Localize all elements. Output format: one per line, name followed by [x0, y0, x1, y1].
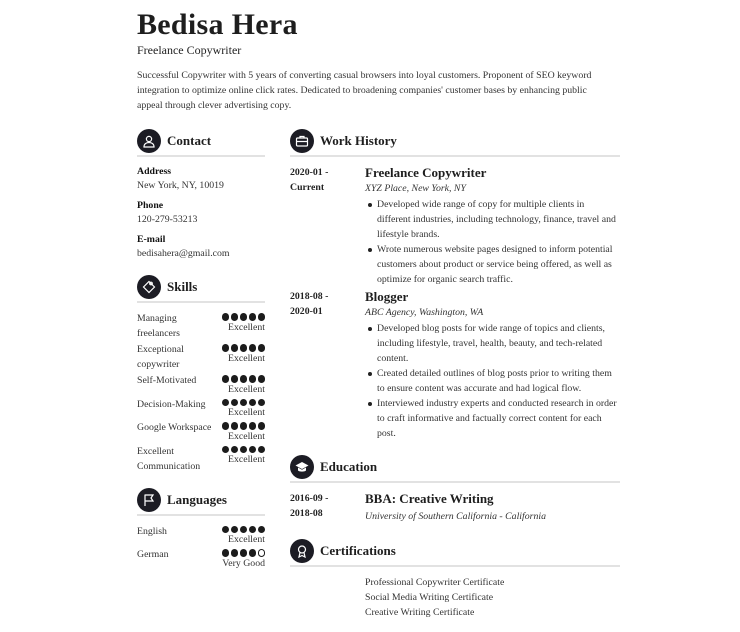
rating-dot	[222, 399, 230, 407]
rating-level: Excellent	[228, 430, 265, 442]
contact-section	[137, 127, 265, 261]
languages-heading: Languages	[137, 486, 265, 516]
rating-dot	[258, 549, 266, 557]
rating-item	[137, 420, 265, 443]
certifications-section	[290, 537, 620, 620]
rating-dot	[240, 549, 248, 557]
education-date: 2016-09 - 2018-08	[290, 493, 329, 519]
rating-dot	[240, 446, 248, 454]
rating-item	[137, 524, 265, 547]
degree: BBA: Creative Writing	[365, 491, 494, 506]
rating-dot	[249, 549, 257, 557]
candidate-name: Bedisa Hera	[137, 8, 298, 41]
rating-dot	[249, 446, 257, 454]
job-entry	[290, 289, 620, 441]
education-details	[365, 491, 620, 525]
education-heading: Education	[290, 453, 620, 483]
rating-level: Excellent	[228, 454, 265, 465]
rating-dot	[258, 313, 266, 321]
rating-dot	[222, 344, 230, 352]
job-company: XYZ Place, New York, NY	[365, 183, 466, 194]
email-label: E-mail	[137, 234, 166, 245]
rating-dot	[258, 375, 266, 383]
rating-dot	[231, 375, 239, 383]
rating-level: Excellent	[228, 407, 265, 418]
job-details	[365, 165, 620, 287]
rating-name: Managing freelancers	[137, 313, 180, 339]
rating-name: Self-Motivated	[137, 375, 197, 386]
phone-value: 120-279-53213	[137, 214, 198, 225]
rating	[218, 444, 266, 474]
left-column	[137, 127, 265, 632]
phone-label: Phone	[137, 200, 164, 211]
certification-item: Social Media Writing Certificate	[365, 592, 494, 603]
rating-dot	[249, 422, 257, 430]
rating	[218, 311, 266, 341]
rating-dot	[222, 375, 230, 383]
job-title: Freelance Copywriter	[365, 165, 487, 180]
rating-dot	[222, 549, 230, 557]
work-history-section	[290, 127, 620, 441]
work-history-heading: Work History	[290, 127, 620, 157]
job-entry	[290, 165, 620, 287]
rating-name: Decision-Making	[137, 398, 206, 410]
rating-item	[137, 444, 265, 474]
rating-dot	[231, 446, 239, 454]
rating-dot	[249, 344, 257, 352]
certification-item: Professional Copywriter Certificate	[365, 577, 505, 588]
rating	[218, 420, 266, 443]
languages-list	[137, 524, 265, 570]
certifications-heading: Certifications	[290, 537, 620, 567]
rating	[218, 373, 266, 396]
certification-item: Creative Writing Certificate	[365, 607, 475, 618]
rating-item	[137, 547, 265, 570]
rating-item	[137, 397, 265, 420]
rating-dot	[222, 446, 230, 454]
job-date: 2018-08 - 2020-01	[290, 291, 329, 317]
job-title: Blogger	[365, 289, 409, 304]
rating-level: Excellent	[228, 321, 265, 333]
address-label: Address	[137, 166, 172, 177]
right-column	[290, 127, 620, 632]
languages-section	[137, 486, 265, 570]
resume	[137, 0, 620, 632]
rating-dot	[231, 549, 239, 557]
job-details	[365, 289, 620, 441]
rating	[218, 547, 266, 570]
rating-dot	[258, 344, 266, 352]
rating-dot	[231, 313, 239, 321]
certifications-list	[290, 575, 620, 620]
rating-dot	[249, 526, 257, 534]
rating-dot	[240, 526, 248, 534]
rating-dot	[222, 422, 230, 430]
candidate-title: Freelance Copywriter	[137, 43, 242, 57]
rating-dot	[258, 422, 266, 430]
rating-dot	[240, 375, 248, 383]
rating-item	[137, 311, 265, 341]
contact-heading: Contact	[137, 127, 265, 157]
skills-list	[137, 311, 265, 474]
rating-dot	[249, 313, 257, 321]
education-section	[290, 453, 620, 525]
rating-dot	[240, 399, 248, 407]
job-bullet: Developed wide range of copy for multiple clients in different industries, including technology, finance, travel and lifestyle brands.	[365, 197, 620, 242]
job-bullet: Wrote numerous website pages designed to inform potential customers about product or service being offered, as well as optimize for organic search traffic.	[365, 242, 620, 287]
rating-dot	[249, 375, 257, 383]
school: University of Southern California - California	[365, 511, 546, 522]
rating-level: Excellent	[228, 383, 265, 395]
rating	[218, 342, 266, 372]
award-icon	[290, 539, 314, 563]
rating-dot	[258, 446, 266, 454]
rating-level: Very Good	[222, 557, 265, 569]
address-value: New York, NY, 10019	[137, 180, 224, 191]
puzzle-icon	[137, 275, 161, 299]
rating	[218, 524, 266, 547]
job-company: ABC Agency, Washington, WA	[365, 307, 484, 318]
briefcase-icon	[290, 129, 314, 153]
rating-dot	[222, 526, 230, 534]
rating-dot	[231, 344, 239, 352]
rating-dot	[240, 344, 248, 352]
rating-dot	[258, 526, 266, 534]
rating-dot	[231, 526, 239, 534]
user-icon	[137, 129, 161, 153]
rating-dot	[231, 422, 239, 430]
resume-columns	[137, 127, 620, 632]
email-value: bedisahera@gmail.com	[137, 248, 230, 259]
rating-name: German	[137, 549, 169, 560]
flag-icon	[137, 488, 161, 512]
rating-dot	[240, 422, 248, 430]
rating-level: Excellent	[228, 534, 265, 545]
rating-level: Excellent	[228, 352, 265, 364]
rating-name: Excellent Communication	[137, 445, 201, 472]
skills-section	[137, 273, 265, 474]
rating-name: Google Workspace	[137, 422, 212, 433]
rating-dot	[222, 313, 230, 321]
rating-name: Exceptional copywriter	[137, 344, 184, 370]
job-bullet: Interviewed industry experts and conducted research in order to craft informative and factually correct content for each post.	[365, 396, 620, 441]
rating-name: English	[137, 525, 167, 537]
rating-dot	[249, 399, 257, 407]
rating-dot	[258, 399, 266, 407]
rating-dot	[240, 313, 248, 321]
rating	[218, 397, 266, 420]
job-bullet: Developed blog posts for wide range of topics and clients, including lifestyle, travel, health, beauty, and tech-related content.	[365, 321, 620, 366]
education-entry	[290, 491, 620, 525]
rating-item	[137, 342, 265, 372]
rating-item	[137, 373, 265, 396]
job-date: 2020-01 - Current	[290, 167, 329, 193]
job-bullet: Created detailed outlines of blog posts prior to writing them to ensure content was accurate and had logical flow.	[365, 366, 620, 396]
graduation-cap-icon	[290, 455, 314, 479]
skills-heading: Skills	[137, 273, 265, 303]
summary: Successful Copywriter with 5 years of converting casual browsers into loyal customers. Proponent of SEO keyword integration to optimize online click rates. Dedicated to broadening companies' customer bases by enhancing public appeal through clever advertising copy.	[137, 70, 592, 111]
rating-dot	[231, 399, 239, 407]
